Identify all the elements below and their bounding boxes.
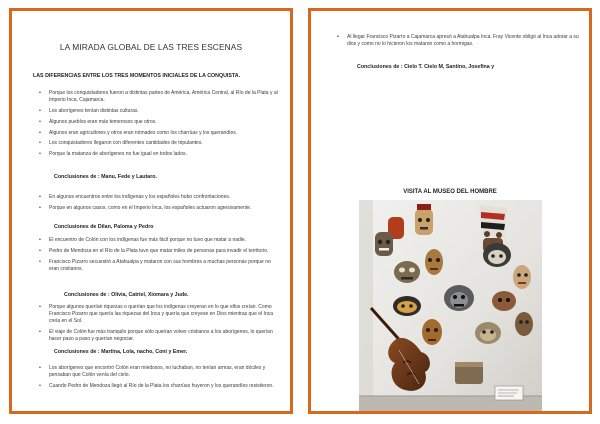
list-item: • Cuando Pedro de Mendoza llegó al Río de la Plata los charrúas huyeron y los querandíes resistieron. [39,383,282,390]
conclusion-right: Conclusiones de : Cielo T. Cielo M, Santino, Josefina y [357,64,495,70]
list-item: • Francisco Pizarro secuestró a Atahualpa y mataron con sus hombres a muchas personas porque no eran cristianos. [39,259,282,273]
museum-masks-photo [359,200,542,411]
bullet-list-5 [39,365,282,394]
mask-9 [513,265,531,289]
list-item: • Pedro de Mendoza en el Río de la Plata tuvo que matar miles de personas para invadir el territorio. [39,248,282,255]
right-page [308,8,592,414]
list-item: • En algunos encuentros entre los indígenas y los españoles hubo confrontaciones. [39,194,282,201]
conclusion-3: Conclusiones de : Olivia, Catriel, Xiomara y Jude. [64,292,189,298]
mask-6 [483,243,511,267]
bullet-list-2 [39,194,282,216]
bullet-list-right [337,34,579,52]
conclusion-2: Conclusiones de Dilan, Paloma y Pedro [54,224,154,230]
mask-4 [394,261,420,283]
list-item: • Porque en algunos casos, como en el Imperio Inca, los españoles actuaron agresivamente. [39,205,282,212]
drum [455,362,483,384]
mask-8 [444,285,474,311]
list-item: • El viaje de Colón fue más tranquilo porque sólo querían volver cristianos a los aborígenes, lo querían hacer paso a paso y querían negociar. [39,329,282,343]
list-item: • Los conquistadores llegaron con diferentes cantidades de tripulantes. [39,140,282,147]
museum-visit-title: VISITA AL MUSEO DEL HOMBRE [403,189,497,195]
list-item: • Porque la matanza de aborígenes no fue igual en todos lados. [39,151,282,158]
list-item: • Al llegar Francisco Pizarro a Cajamarca apresó a Atahualpa Inca. Fray Vicente obligó al Inca adorar a su dios y como no lo hicieron los mataron como a hormigas. [337,34,579,48]
section-subtitle: LAS DIFERENCIAS ENTRE LOS TRES MOMENTOS INICIALES DE LA CONQUISTA. [33,73,241,79]
mask-12 [475,322,501,344]
museum-placard [495,386,523,400]
mask-10 [492,291,516,311]
list-item: • Porque los conquistadores fueron a distintas partes de América. América Central, al Río de la Plata y al Imperio Inca, Cajamarca. [39,90,282,104]
bullet-list-3 [39,237,282,277]
conclusion-1: Conclusiones de : Manu, Fede y Lautaro. [54,174,158,180]
list-item: • Los aborígenes que encontró Colón eran miedosos, no luchaban, no tenían armas, eran dóciles y pensaban que Colón venía del cielo. [39,365,282,379]
mask-2 [415,204,433,235]
list-item: • Porque algunos querían riquezas o querían que los indígenas creyeran en lo que ellos creían. Como Francisco Pizarro que quería las riquezas del Inca y quería que creyese en Dios mientras que el Inca creía en el Sol. [39,304,282,326]
list-item: • Algunos pueblos eran más temerosos que otros. [39,119,282,126]
bullet-list-1 [39,90,282,162]
mask-13 [515,312,533,336]
bullet-list-4 [39,304,282,347]
list-item: • Los aborígenes tenían distintas culturas. [39,108,282,115]
mask-11 [422,319,442,345]
left-page [9,8,293,414]
mask-7 [393,296,421,316]
list-item: • Algunos eran agricultores y otros eran nómades como los charrúas y los querandíes. [39,130,282,137]
list-item: • El encuentro de Colón con los indígenas fue más fácil porque no tuvo que matar a nadie. [39,237,282,244]
conclusion-4: Conclusiones de : Martina, Lola, nacho, Coni y Emer. [54,349,188,355]
mask-5 [425,249,443,275]
page-title: LA MIRADA GLOBAL DE LAS TRES ESCENAS [59,42,243,52]
